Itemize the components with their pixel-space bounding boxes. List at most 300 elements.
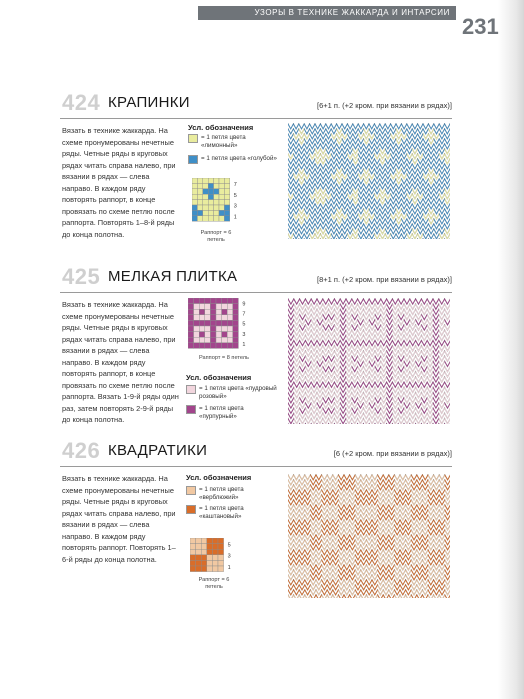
- knit-stitch: [323, 298, 329, 305]
- chart-cell: [197, 178, 202, 183]
- knit-stitch: [326, 123, 331, 130]
- chart-cell: [197, 200, 202, 205]
- chart-cell: [203, 216, 208, 221]
- row-number: 1: [233, 214, 237, 221]
- chart-cell: [210, 304, 216, 310]
- knit-stitch: [288, 474, 294, 481]
- chart-cell: [188, 332, 194, 338]
- knit-stitch: [445, 474, 450, 481]
- chart-cell: [196, 549, 202, 555]
- color-swatch: [186, 505, 196, 514]
- knit-stitch: [421, 298, 427, 305]
- row-number: 7: [242, 311, 246, 318]
- chart-cell: [192, 178, 197, 183]
- running-header: [198, 6, 456, 20]
- knit-stitch: [396, 123, 401, 130]
- knit-stitch: [407, 123, 412, 130]
- knitted-swatch-photo: [288, 298, 450, 424]
- chart-cell: [188, 320, 194, 326]
- rapport-label: Раппорт = 6 петель: [200, 230, 232, 243]
- knit-stitch: [311, 298, 317, 305]
- knit-stitch: [412, 123, 417, 130]
- chart-cell: [201, 566, 207, 572]
- chart-cell: [210, 332, 216, 338]
- legend-item: [188, 134, 279, 150]
- chart-cell: [205, 332, 211, 338]
- legend-title: Усл. обозначения: [186, 373, 252, 382]
- row-number: 3: [233, 203, 237, 210]
- knit-stitch: [358, 298, 364, 305]
- knit-stitch: [310, 123, 315, 130]
- chart-cell: [205, 320, 211, 326]
- knit-stitch: [347, 123, 352, 130]
- chart-cell: [216, 298, 222, 304]
- pattern-title: КРАПИНКИ: [108, 94, 190, 111]
- chart-cell: [199, 320, 205, 326]
- chart-cell: [210, 326, 216, 332]
- chart-cell: [207, 544, 213, 550]
- row-number: 7: [233, 182, 237, 189]
- chart-cell: [222, 315, 228, 321]
- knit-stitch: [316, 474, 322, 481]
- row-number: 5: [227, 542, 231, 549]
- chart-cell: [203, 200, 208, 205]
- chart-cell: [227, 326, 233, 332]
- chart-cell: [190, 538, 196, 544]
- chart-cell: [194, 315, 200, 321]
- chart-cell: [207, 538, 213, 544]
- chart-cell: [196, 555, 202, 561]
- chart-cell: [210, 298, 216, 304]
- knitting-chart: [190, 538, 252, 578]
- chart-cell: [190, 544, 196, 550]
- chart-cell: [192, 194, 197, 199]
- chart-cell: [205, 337, 211, 343]
- chart-cell: [227, 320, 233, 326]
- chart-cell: [194, 309, 200, 315]
- legend-label: = 1 петля цвета «каштановый»: [199, 505, 244, 520]
- chart-cell: [188, 343, 194, 349]
- pattern-number: 426: [62, 438, 101, 463]
- chart-cell: [214, 183, 219, 188]
- chart-cell: [219, 200, 224, 205]
- chart-cell: [197, 216, 202, 221]
- chart-cell: [218, 566, 224, 572]
- chart-cell: [188, 309, 194, 315]
- chart-cell: [212, 544, 218, 550]
- chart-cell: [218, 544, 224, 550]
- chart-cell: [233, 315, 239, 321]
- chart-cell: [219, 189, 224, 194]
- page-curl-shadow: [498, 0, 524, 699]
- knit-stitch: [293, 123, 298, 130]
- chart-cell: [219, 216, 224, 221]
- chart-cell: [203, 178, 208, 183]
- pattern-section-426: [60, 440, 452, 600]
- chart-cell: [203, 189, 208, 194]
- chart-cell: [192, 205, 197, 210]
- rapport-label: Раппорт = 8 петель: [199, 355, 249, 361]
- chart-cell: [210, 337, 216, 343]
- chart-cell: [216, 320, 222, 326]
- chart-cell: [219, 205, 224, 210]
- page-number: 231: [462, 14, 499, 39]
- chart-cell: [214, 205, 219, 210]
- chart-cell: [208, 205, 213, 210]
- chart-cell: [216, 304, 222, 310]
- knit-stitch: [439, 298, 445, 305]
- knit-stitch: [299, 123, 304, 130]
- chart-cell: [218, 549, 224, 555]
- knit-stitch: [428, 474, 434, 481]
- knit-stitch: [406, 474, 412, 481]
- chart-cell: [216, 332, 222, 338]
- legend-item: [188, 155, 279, 164]
- knit-stitch: [300, 298, 306, 305]
- chart-cell: [218, 555, 224, 561]
- knit-stitch: [304, 123, 309, 130]
- pattern-title: КВАДРАТИКИ: [108, 442, 208, 459]
- knit-stitch: [374, 123, 379, 130]
- row-number: 5: [233, 192, 237, 199]
- chart-cell: [188, 315, 194, 321]
- legend-label: = 1 петля цвета «пурпурный»: [199, 405, 244, 420]
- pattern-section-425: [60, 266, 452, 426]
- chart-cell: [227, 332, 233, 338]
- chart-cell: [192, 210, 197, 215]
- knit-stitch: [445, 298, 450, 305]
- color-swatch: [188, 155, 198, 164]
- knit-stitch: [381, 298, 387, 305]
- knit-stitch: [369, 298, 375, 305]
- chart-cell: [212, 560, 218, 566]
- legend-label: = 1 петля цвета «голубой»: [201, 155, 277, 162]
- chart-cell: [197, 183, 202, 188]
- chart-cell: [212, 555, 218, 561]
- knit-stitch: [410, 298, 416, 305]
- chart-cell: [194, 343, 200, 349]
- chart-cell: [214, 189, 219, 194]
- chart-cell: [199, 315, 205, 321]
- knit-stitch: [340, 298, 346, 305]
- chart-cell: [218, 538, 224, 544]
- pattern-number: 424: [62, 90, 101, 115]
- legend-item: [186, 505, 277, 521]
- chart-cell: [224, 183, 229, 188]
- knit-stitch: [363, 298, 369, 305]
- knit-stitch: [369, 123, 374, 130]
- chart-cell: [222, 337, 228, 343]
- knit-stitch: [385, 123, 390, 130]
- section-header: [60, 440, 452, 467]
- knit-stitch: [416, 298, 422, 305]
- instructions-text: Вязать в технике жаккарда. На схеме пронумерованы нечетные ряды. Четные ряды в круговых рядах читать справа налево, при вязании в рядах — слева направо. В каждом ряду повторять раппорт. Повторять 1–6-й ряды до конца полотна.: [62, 474, 176, 564]
- chart-cell: [233, 298, 239, 304]
- chart-cell: [222, 326, 228, 332]
- chart-cell: [208, 216, 213, 221]
- knit-stitch: [378, 474, 384, 481]
- row-number: 1: [227, 564, 231, 571]
- knit-stitch: [338, 474, 344, 481]
- chart-cell: [224, 200, 229, 205]
- knit-stitch: [392, 298, 398, 305]
- knit-stitch: [355, 474, 361, 481]
- chart-cell: [214, 210, 219, 215]
- chart-cell: [205, 298, 211, 304]
- chart-cell: [203, 183, 208, 188]
- knit-stitch: [372, 474, 378, 481]
- chart-cell: [214, 216, 219, 221]
- chart-cell: [222, 298, 228, 304]
- knit-stitch: [329, 298, 335, 305]
- instructions-text: Вязать в технике жаккарда. На схеме пронумерованы нечетные ряды. Четные ряды в круговых рядах читать справа налево, при вязании в рядах — слева направо. В каждом ряду повторять раппорт, в конце провязать по схеме петлю после раппорта. Вязать 1-9-й ряды один раз, затем повторять 2-9-й ряды до конца полотна.: [62, 300, 179, 424]
- pattern-section-424: [60, 92, 452, 252]
- chart-cell: [222, 309, 228, 315]
- chart-cell: [218, 560, 224, 566]
- chart-cell: [192, 189, 197, 194]
- chart-cell: [208, 200, 213, 205]
- chart-cell: [188, 298, 194, 304]
- knit-stitch: [317, 298, 323, 305]
- chart-cell: [224, 189, 229, 194]
- chart-cell: [208, 194, 213, 199]
- knit-stitch: [428, 123, 433, 130]
- chart-cell: [222, 320, 228, 326]
- knit-stitch: [387, 298, 393, 305]
- chart-cell: [219, 194, 224, 199]
- chart-cell: [197, 205, 202, 210]
- chart-cell: [190, 549, 196, 555]
- knit-stitch: [350, 474, 356, 481]
- chart-cell: [208, 178, 213, 183]
- chart-cell: [190, 555, 196, 561]
- chart-cell: [205, 343, 211, 349]
- knit-stitch: [383, 474, 389, 481]
- chart-cell: [214, 194, 219, 199]
- knit-stitch: [364, 123, 369, 130]
- chart-cell: [196, 560, 202, 566]
- chart-cell: [227, 298, 233, 304]
- knit-stitch: [434, 123, 439, 130]
- chart-cell: [216, 337, 222, 343]
- knit-stitch: [375, 298, 381, 305]
- knit-stitch: [353, 123, 358, 130]
- chart-cell: [199, 332, 205, 338]
- chart-cell: [216, 315, 222, 321]
- knit-stitch: [305, 474, 311, 481]
- knit-stitch: [315, 123, 320, 130]
- chart-cell: [197, 194, 202, 199]
- section-header: [60, 92, 452, 119]
- chart-cell: [188, 304, 194, 310]
- chart-cell: [197, 210, 202, 215]
- instructions-text: Вязать в технике жаккарда. На схеме пронумерованы нечетные ряды. Четные ряды в круговых рядах читать справа налево, при вязании в рядах — слева направо. В каждом ряду повторять раппорт, в конце провязать по схеме петлю после раппорта. Повторять 1–8-й ряды до конца полотна.: [62, 126, 176, 239]
- legend-item: [186, 405, 277, 421]
- chart-cell: [199, 304, 205, 310]
- chart-cell: [194, 304, 200, 310]
- chart-cell: [194, 332, 200, 338]
- knit-stitch: [439, 474, 445, 481]
- legend-item: [186, 486, 277, 502]
- chart-cell: [233, 320, 239, 326]
- knit-stitch: [294, 474, 300, 481]
- knit-stitch: [380, 123, 385, 130]
- chart-cell: [201, 560, 207, 566]
- legend-label: = 1 петля цвета «лимонный»: [201, 134, 246, 149]
- chart-cell: [201, 555, 207, 561]
- knit-stitch: [433, 298, 439, 305]
- section-header: [60, 266, 452, 293]
- chart-cell: [210, 309, 216, 315]
- row-number: 9: [242, 301, 246, 308]
- chart-cell: [222, 332, 228, 338]
- knit-stitch: [327, 474, 333, 481]
- knit-stitch: [418, 123, 423, 130]
- chart-cell: [208, 189, 213, 194]
- knit-stitch: [422, 474, 428, 481]
- chart-cell: [224, 178, 229, 183]
- knit-stitch: [361, 474, 367, 481]
- legend-label: = 1 петля цвета «верблюжий»: [199, 486, 244, 501]
- chart-cell: [216, 326, 222, 332]
- chart-cell: [188, 337, 194, 343]
- chart-cell: [194, 326, 200, 332]
- knit-stitch: [401, 123, 406, 130]
- chart-cell: [190, 560, 196, 566]
- chart-cell: [227, 343, 233, 349]
- chart-cell: [207, 549, 213, 555]
- chart-cell: [233, 337, 239, 343]
- chart-cell: [224, 205, 229, 210]
- chart-cell: [222, 304, 228, 310]
- chart-cell: [212, 566, 218, 572]
- color-swatch: [186, 405, 196, 414]
- knit-stitch: [342, 123, 347, 130]
- chart-cell: [194, 320, 200, 326]
- row-number: 3: [242, 331, 246, 338]
- legend-item: [186, 385, 277, 401]
- chart-cell: [219, 183, 224, 188]
- stitch-multiple-note: [8+1 п. (+2 кром. при вязании в рядах)]: [317, 275, 452, 284]
- chart-cell: [214, 200, 219, 205]
- chart-cell: [203, 194, 208, 199]
- knit-stitch: [400, 474, 406, 481]
- knit-stitch: [404, 298, 410, 305]
- knit-stitch: [310, 474, 316, 481]
- knitted-swatch-photo: [288, 123, 450, 239]
- knit-stitch: [394, 474, 400, 481]
- knit-stitch: [411, 474, 417, 481]
- knit-stitch: [331, 123, 336, 130]
- chart-cell: [194, 298, 200, 304]
- chart-cell: [210, 315, 216, 321]
- chart-cell: [233, 343, 239, 349]
- chart-cell: [210, 343, 216, 349]
- chart-cell: [214, 178, 219, 183]
- chart-cell: [207, 555, 213, 561]
- rapport-label: Раппорт = 6 петель: [198, 577, 230, 590]
- color-swatch: [188, 134, 198, 143]
- chart-cell: [233, 309, 239, 315]
- chart-cell: [192, 183, 197, 188]
- knit-stitch: [389, 474, 395, 481]
- knit-stitch: [358, 123, 363, 130]
- knit-stitch: [346, 298, 352, 305]
- color-swatch: [186, 385, 196, 394]
- knit-stitch: [305, 298, 311, 305]
- knitting-chart: [192, 178, 254, 230]
- knit-stitch: [299, 474, 305, 481]
- knit-stitch: [417, 474, 423, 481]
- knit-stitch: [320, 123, 325, 130]
- chart-cell: [203, 205, 208, 210]
- knit-stitch: [391, 123, 396, 130]
- knit-stitch: [294, 298, 300, 305]
- chart-cell: [208, 210, 213, 215]
- row-number: 5: [242, 321, 246, 328]
- color-swatch: [186, 486, 196, 495]
- chart-cell: [219, 210, 224, 215]
- chart-cell: [196, 544, 202, 550]
- chart-cell: [216, 309, 222, 315]
- knit-stitch: [344, 474, 350, 481]
- chart-cell: [197, 189, 202, 194]
- chart-cell: [192, 216, 197, 221]
- chart-cell: [192, 200, 197, 205]
- chart-cell: [227, 337, 233, 343]
- legend-title: Усл. обозначения: [188, 123, 254, 132]
- chart-cell: [227, 309, 233, 315]
- pattern-title: МЕЛКАЯ ПЛИТКА: [108, 268, 238, 285]
- knit-stitch: [334, 298, 340, 305]
- chart-cell: [210, 320, 216, 326]
- chart-cell: [208, 183, 213, 188]
- chart-cell: [205, 326, 211, 332]
- chart-cell: [224, 194, 229, 199]
- running-title: УЗОРЫ В ТЕХНИКЕ ЖАККАРДА И ИНТАРСИИ: [254, 8, 450, 17]
- chart-cell: [233, 304, 239, 310]
- row-number: 3: [227, 553, 231, 560]
- chart-cell: [212, 538, 218, 544]
- knit-stitch: [398, 298, 404, 305]
- chart-cell: [216, 343, 222, 349]
- knit-stitch: [288, 123, 293, 130]
- knit-stitch: [434, 474, 440, 481]
- knit-stitch: [337, 123, 342, 130]
- knit-stitch: [352, 298, 358, 305]
- knit-stitch: [445, 123, 450, 130]
- chart-cell: [190, 566, 196, 572]
- chart-cell: [207, 560, 213, 566]
- chart-cell: [196, 538, 202, 544]
- chart-cell: [199, 309, 205, 315]
- knit-stitch: [322, 474, 328, 481]
- knit-stitch: [423, 123, 428, 130]
- chart-cell: [199, 298, 205, 304]
- chart-cell: [199, 337, 205, 343]
- chart-cell: [205, 309, 211, 315]
- chart-cell: [188, 326, 194, 332]
- chart-cell: [233, 332, 239, 338]
- knitting-chart: [188, 298, 270, 356]
- chart-cell: [201, 544, 207, 550]
- chart-cell: [227, 304, 233, 310]
- chart-cell: [201, 549, 207, 555]
- chart-cell: [227, 315, 233, 321]
- chart-cell: [212, 549, 218, 555]
- chart-cell: [219, 178, 224, 183]
- chart-cell: [207, 566, 213, 572]
